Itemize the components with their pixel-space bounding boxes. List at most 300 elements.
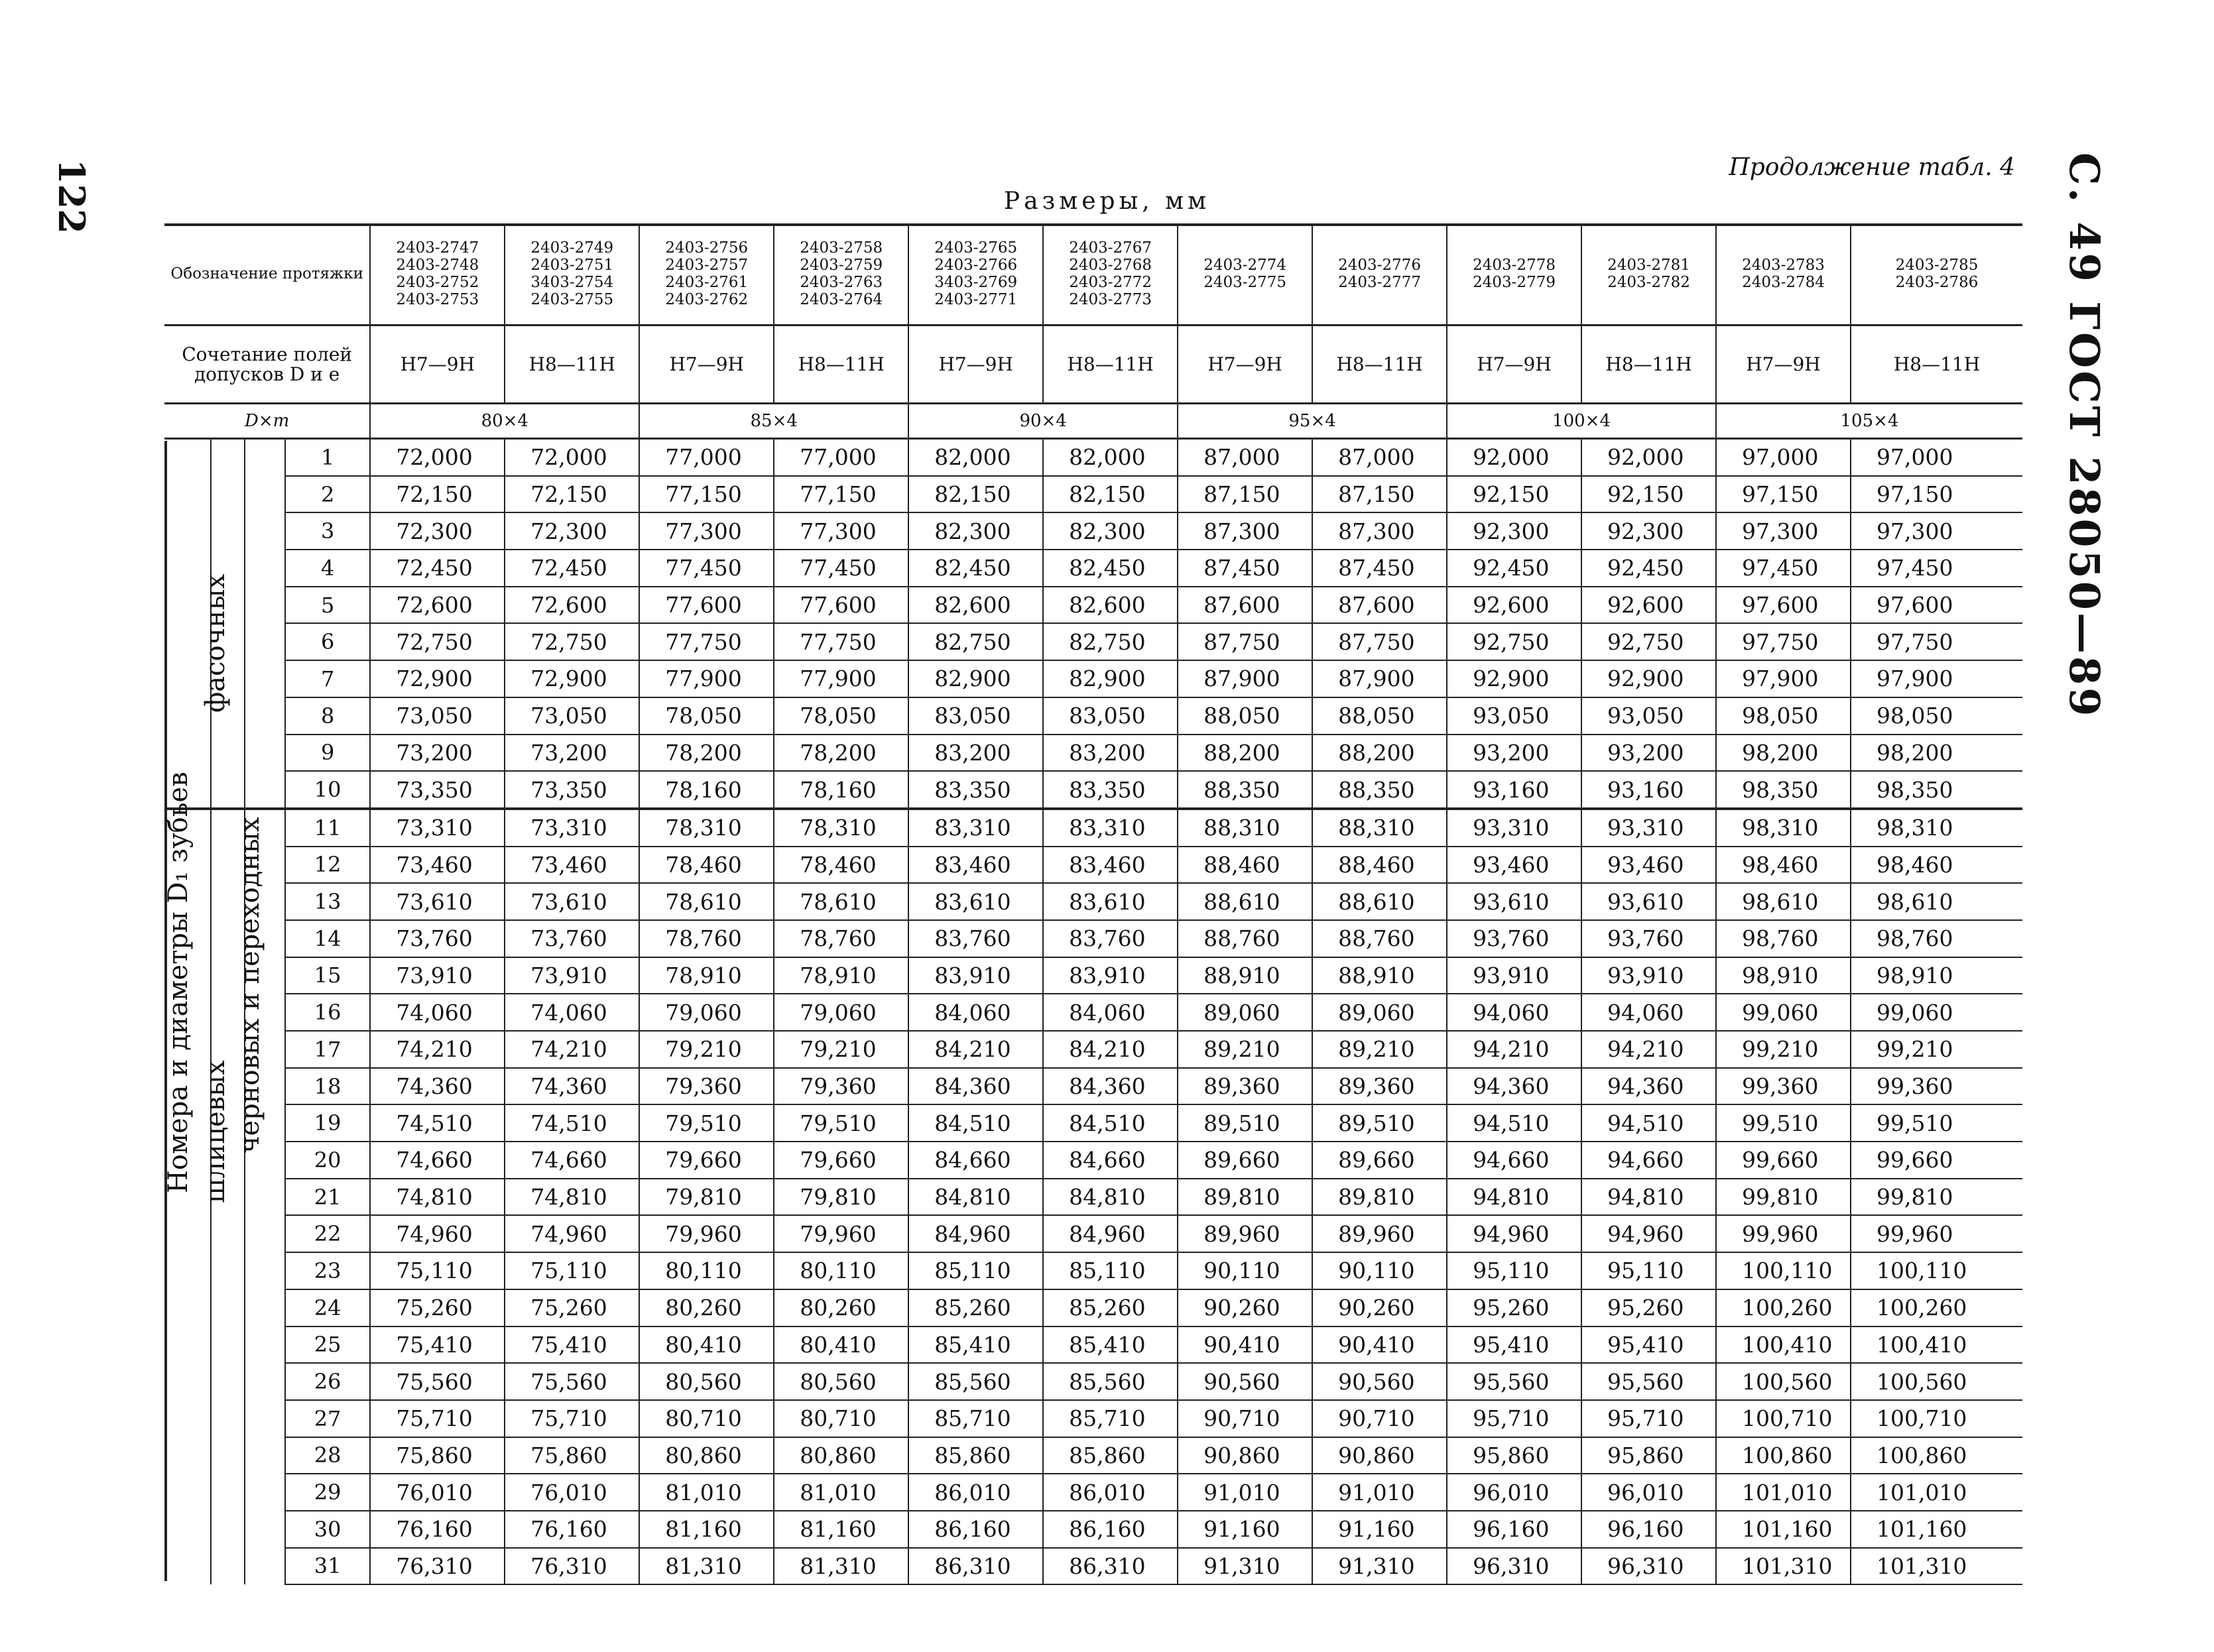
diameter-value: 93,160 xyxy=(1581,771,1716,809)
diameter-value: 89,060 xyxy=(1178,994,1312,1031)
diameter-value: 74,810 xyxy=(505,1179,639,1216)
side-spacer xyxy=(164,1400,211,1437)
diameter-value: 72,900 xyxy=(370,660,505,697)
table-row xyxy=(164,994,2022,1031)
tooth-number: 21 xyxy=(285,1179,370,1216)
broach-code: 2403-2783 xyxy=(1742,257,1825,274)
diameter-value: 78,200 xyxy=(639,735,774,772)
diameter-value: 87,150 xyxy=(1312,476,1447,513)
diameter-value: 101,010 xyxy=(1716,1474,1851,1511)
diameter-value: 86,010 xyxy=(908,1474,1043,1511)
diameter-value: 84,510 xyxy=(908,1104,1043,1142)
broach-code: 2403-2758 xyxy=(800,239,883,257)
diameter-value: 91,010 xyxy=(1312,1474,1447,1511)
diameter-value: 80,260 xyxy=(639,1289,774,1327)
diameter-value: 78,760 xyxy=(774,920,908,957)
diameter-value: 74,360 xyxy=(370,1068,505,1105)
diameter-value: 76,310 xyxy=(370,1548,505,1585)
tolerance-cell: H7—9H xyxy=(1447,325,1581,404)
diameter-value: 99,060 xyxy=(1716,994,1851,1031)
diameter-value: 86,160 xyxy=(908,1511,1043,1548)
table-row xyxy=(164,1215,2022,1252)
diameter-value: 72,300 xyxy=(505,512,639,550)
diameter-value: 89,210 xyxy=(1178,1031,1312,1068)
tooth-number: 10 xyxy=(285,771,370,809)
diameter-value: 82,600 xyxy=(908,587,1043,624)
diameter-value: 93,310 xyxy=(1447,809,1581,847)
tolerance-cell: H8—11H xyxy=(1581,325,1716,404)
broach-code: 2403-2749 xyxy=(530,239,614,257)
diameter-value: 72,600 xyxy=(370,587,505,624)
table-row xyxy=(164,476,2022,513)
diameter-value: 80,710 xyxy=(639,1400,774,1437)
diameter-value: 83,460 xyxy=(1043,847,1178,884)
table-continuation-note: Продолжение табл. 4 xyxy=(1729,154,2015,181)
diameter-value: 74,960 xyxy=(370,1215,505,1252)
diameter-value: 84,210 xyxy=(1043,1031,1178,1068)
diameter-value: 100,710 xyxy=(1851,1400,2022,1437)
diameter-value: 94,210 xyxy=(1581,1031,1716,1068)
side-spacer xyxy=(245,550,285,587)
broach-code: 2403-2748 xyxy=(396,257,479,274)
diameter-value: 95,110 xyxy=(1581,1252,1716,1289)
diameter-value: 98,310 xyxy=(1851,809,2022,847)
column-codes xyxy=(1312,223,1447,325)
diameter-value: 80,110 xyxy=(774,1252,908,1289)
diameter-value: 80,860 xyxy=(639,1437,774,1474)
side-spacer xyxy=(245,1474,285,1511)
side-spacer xyxy=(245,1511,285,1548)
diameter-value: 79,510 xyxy=(774,1104,908,1142)
diameter-value: 92,900 xyxy=(1447,660,1581,697)
diameter-value: 84,060 xyxy=(1043,994,1178,1031)
diameter-value: 73,310 xyxy=(505,809,639,847)
sizes-title: Размеры, мм xyxy=(1003,188,1211,215)
diameter-value: 77,150 xyxy=(774,476,908,513)
tooth-number: 25 xyxy=(285,1327,370,1364)
broach-code: 2403-2768 xyxy=(1069,257,1152,274)
side-spacer xyxy=(211,439,245,476)
diameter-value: 77,450 xyxy=(774,550,908,587)
tooth-number: 13 xyxy=(285,883,370,920)
diameter-value: 95,410 xyxy=(1447,1327,1581,1364)
side-spacer xyxy=(245,735,285,772)
diameter-value: 86,160 xyxy=(1043,1511,1178,1548)
side-spacer xyxy=(164,512,211,550)
diameter-value: 81,310 xyxy=(639,1548,774,1585)
diameter-value: 73,200 xyxy=(505,735,639,772)
diameter-value: 78,460 xyxy=(639,847,774,884)
diameter-value: 83,200 xyxy=(908,735,1043,772)
diameter-value: 89,510 xyxy=(1178,1104,1312,1142)
broach-code: 2403-2752 xyxy=(396,274,479,291)
broach-code: 2403-2762 xyxy=(665,291,749,308)
diameter-value: 99,810 xyxy=(1851,1179,2022,1216)
diameter-value: 81,160 xyxy=(774,1511,908,1548)
diameter-value: 74,660 xyxy=(505,1142,639,1179)
diameter-value: 79,360 xyxy=(639,1068,774,1105)
diameter-value: 78,610 xyxy=(774,883,908,920)
diameter-value: 77,600 xyxy=(774,587,908,624)
tooth-number: 3 xyxy=(285,512,370,550)
diameter-value: 82,900 xyxy=(908,660,1043,697)
diameter-value: 97,150 xyxy=(1851,476,2022,513)
diameter-value: 87,450 xyxy=(1178,550,1312,587)
diameter-value: 88,460 xyxy=(1178,847,1312,884)
tolerance-cell: H8—11H xyxy=(1851,325,2022,404)
table-row xyxy=(164,771,2022,809)
diameter-value: 79,060 xyxy=(639,994,774,1031)
tolerance-cell: H8—11H xyxy=(505,325,639,404)
diameter-value: 79,660 xyxy=(639,1142,774,1179)
tooth-number: 23 xyxy=(285,1252,370,1289)
tooth-number: 5 xyxy=(285,587,370,624)
side-spacer xyxy=(211,512,245,550)
diameter-value: 72,000 xyxy=(370,439,505,476)
table-row xyxy=(164,1437,2022,1474)
diameter-value: 98,910 xyxy=(1716,957,1851,994)
diameter-value: 85,260 xyxy=(908,1289,1043,1327)
diameter-value: 94,360 xyxy=(1447,1068,1581,1105)
diameter-value: 73,610 xyxy=(505,883,639,920)
diameter-value: 87,750 xyxy=(1178,623,1312,660)
diameter-value: 88,910 xyxy=(1312,957,1447,994)
side-spacer xyxy=(211,771,245,809)
diameter-value: 90,110 xyxy=(1312,1252,1447,1289)
diameter-value: 92,750 xyxy=(1447,623,1581,660)
tooth-number: 18 xyxy=(285,1068,370,1105)
side-spacer xyxy=(211,1548,245,1585)
diameter-value: 97,450 xyxy=(1716,550,1851,587)
side-spacer xyxy=(245,1548,285,1585)
broach-code: 2403-2778 xyxy=(1473,257,1556,274)
diameter-value: 99,510 xyxy=(1716,1104,1851,1142)
page-number: 122 xyxy=(50,159,93,234)
diameter-value: 79,810 xyxy=(639,1179,774,1216)
broach-code: 2403-2763 xyxy=(800,274,883,291)
diameter-value: 82,150 xyxy=(908,476,1043,513)
diameter-value: 82,750 xyxy=(908,623,1043,660)
diameter-value: 89,960 xyxy=(1312,1215,1447,1252)
diameter-value: 87,600 xyxy=(1312,587,1447,624)
diameter-value: 89,510 xyxy=(1312,1104,1447,1142)
table-row xyxy=(164,1548,2022,1585)
diameter-value: 74,660 xyxy=(370,1142,505,1179)
tolerance-cell: H7—9H xyxy=(1716,325,1851,404)
diameter-value: 81,010 xyxy=(774,1474,908,1511)
diameter-value: 95,560 xyxy=(1581,1363,1716,1400)
side-spacer xyxy=(245,1327,285,1364)
diameter-value: 93,610 xyxy=(1447,883,1581,920)
tooth-number: 7 xyxy=(285,660,370,697)
table-row xyxy=(164,1068,2022,1105)
broach-code: 3403-2754 xyxy=(530,274,614,291)
table-row xyxy=(164,512,2022,550)
tooth-number: 20 xyxy=(285,1142,370,1179)
side-spacer xyxy=(245,623,285,660)
diameter-value: 94,060 xyxy=(1447,994,1581,1031)
diameter-value: 97,000 xyxy=(1851,439,2022,476)
diameter-value: 83,910 xyxy=(908,957,1043,994)
diameter-value: 96,310 xyxy=(1581,1548,1716,1585)
diameter-value: 77,750 xyxy=(774,623,908,660)
diameter-value: 80,260 xyxy=(774,1289,908,1327)
diameter-value: 79,960 xyxy=(774,1215,908,1252)
diameter-value: 85,410 xyxy=(1043,1327,1178,1364)
diameter-value: 95,260 xyxy=(1447,1289,1581,1327)
diameter-value: 78,310 xyxy=(774,809,908,847)
diameter-value: 75,860 xyxy=(505,1437,639,1474)
diameter-value: 97,600 xyxy=(1851,587,2022,624)
diameter-value: 80,410 xyxy=(774,1327,908,1364)
dm-group-cell: 80×4 xyxy=(370,404,639,439)
diameter-value: 80,410 xyxy=(639,1327,774,1364)
diameter-value: 84,360 xyxy=(1043,1068,1178,1105)
broach-code: 2403-2765 xyxy=(934,239,1018,257)
diameter-value: 76,160 xyxy=(370,1511,505,1548)
diameter-value: 94,660 xyxy=(1447,1142,1581,1179)
diameter-value: 75,110 xyxy=(505,1252,639,1289)
diameter-value: 95,560 xyxy=(1447,1363,1581,1400)
diameter-value: 98,050 xyxy=(1851,697,2022,735)
dm-group-cell: 100×4 xyxy=(1447,404,1716,439)
diameter-value: 101,310 xyxy=(1851,1548,2022,1585)
diameter-value: 94,810 xyxy=(1447,1179,1581,1216)
diameter-value: 84,810 xyxy=(908,1179,1043,1216)
diameter-value: 75,860 xyxy=(370,1437,505,1474)
broach-code: 2403-2781 xyxy=(1607,257,1690,274)
table-row xyxy=(164,847,2022,884)
diameter-value: 74,060 xyxy=(505,994,639,1031)
side-label-splined: шлицевых xyxy=(200,1060,231,1203)
diameter-value: 100,260 xyxy=(1851,1289,2022,1327)
diameter-value: 98,760 xyxy=(1716,920,1851,957)
diameter-value: 73,310 xyxy=(370,809,505,847)
diameter-value: 99,660 xyxy=(1851,1142,2022,1179)
diameter-value: 73,610 xyxy=(370,883,505,920)
column-codes xyxy=(370,223,505,325)
diameter-value: 93,460 xyxy=(1447,847,1581,884)
diameter-value: 83,050 xyxy=(1043,697,1178,735)
diameter-value: 99,960 xyxy=(1716,1215,1851,1252)
diameter-value: 72,300 xyxy=(370,512,505,550)
diameter-value: 91,160 xyxy=(1178,1511,1312,1548)
diameter-value: 101,010 xyxy=(1851,1474,2022,1511)
diameter-value: 94,060 xyxy=(1581,994,1716,1031)
column-codes xyxy=(1581,223,1716,325)
diameter-value: 78,050 xyxy=(774,697,908,735)
diameter-value: 83,200 xyxy=(1043,735,1178,772)
diameter-value: 92,750 xyxy=(1581,623,1716,660)
diameter-value: 84,060 xyxy=(908,994,1043,1031)
side-label-main: Номера и диаметры D₁ зубьев xyxy=(163,772,194,1193)
diameter-value: 74,060 xyxy=(370,994,505,1031)
broach-code: 2403-2759 xyxy=(800,257,883,274)
diameter-value: 94,810 xyxy=(1581,1179,1716,1216)
diameter-value: 95,710 xyxy=(1581,1400,1716,1437)
broach-code: 2403-2747 xyxy=(396,239,479,257)
diameter-value: 78,760 xyxy=(639,920,774,957)
diameter-value: 96,310 xyxy=(1447,1548,1581,1585)
diameter-value: 100,410 xyxy=(1716,1327,1851,1364)
column-codes xyxy=(774,223,908,325)
tooth-number: 2 xyxy=(285,476,370,513)
side-spacer xyxy=(245,1215,285,1252)
tolerance-cell: H8—11H xyxy=(1043,325,1178,404)
diameter-value: 90,860 xyxy=(1312,1437,1447,1474)
diameter-value: 101,310 xyxy=(1716,1548,1851,1585)
diameter-value: 82,150 xyxy=(1043,476,1178,513)
tolerance-cell: H8—11H xyxy=(774,325,908,404)
diameter-value: 85,860 xyxy=(908,1437,1043,1474)
header-tolerance-row xyxy=(164,325,2022,404)
side-spacer xyxy=(245,476,285,513)
diameter-value: 100,710 xyxy=(1716,1400,1851,1437)
diameter-value: 80,560 xyxy=(774,1363,908,1400)
diameter-value: 74,210 xyxy=(370,1031,505,1068)
diameter-value: 87,300 xyxy=(1312,512,1447,550)
diameter-value: 98,200 xyxy=(1716,735,1851,772)
tooth-number: 16 xyxy=(285,994,370,1031)
diameter-value: 78,200 xyxy=(774,735,908,772)
diameter-value: 93,760 xyxy=(1581,920,1716,957)
diameter-value: 83,350 xyxy=(1043,771,1178,809)
diameter-value: 89,210 xyxy=(1312,1031,1447,1068)
diameter-value: 99,360 xyxy=(1716,1068,1851,1105)
header-dm-row xyxy=(164,404,2022,439)
table-row xyxy=(164,809,2022,847)
broach-code: 2403-2784 xyxy=(1742,274,1825,291)
diameter-value: 85,560 xyxy=(908,1363,1043,1400)
diameter-value: 87,900 xyxy=(1312,660,1447,697)
tooth-number: 4 xyxy=(285,550,370,587)
diameter-value: 82,600 xyxy=(1043,587,1178,624)
side-spacer xyxy=(164,1548,211,1585)
diameter-value: 97,600 xyxy=(1716,587,1851,624)
diameter-value: 83,310 xyxy=(908,809,1043,847)
diameter-value: 100,260 xyxy=(1716,1289,1851,1327)
diameter-value: 92,000 xyxy=(1447,439,1581,476)
diameter-value: 94,510 xyxy=(1581,1104,1716,1142)
diameter-value: 79,360 xyxy=(774,1068,908,1105)
diameter-value: 97,300 xyxy=(1716,512,1851,550)
side-spacer xyxy=(164,1252,211,1289)
side-spacer xyxy=(245,439,285,476)
diameter-value: 84,960 xyxy=(908,1215,1043,1252)
diameter-value: 73,200 xyxy=(370,735,505,772)
diameter-value: 85,860 xyxy=(1043,1437,1178,1474)
column-codes xyxy=(1716,223,1851,325)
diameter-value: 87,450 xyxy=(1312,550,1447,587)
table-row xyxy=(164,1327,2022,1364)
diameter-value: 84,210 xyxy=(908,1031,1043,1068)
diameter-value: 88,610 xyxy=(1312,883,1447,920)
diameter-value: 82,750 xyxy=(1043,623,1178,660)
tolerance-cell: H7—9H xyxy=(1178,325,1312,404)
diameter-value: 99,060 xyxy=(1851,994,2022,1031)
table-row xyxy=(164,1179,2022,1216)
diameter-value: 83,460 xyxy=(908,847,1043,884)
diameter-value: 78,460 xyxy=(774,847,908,884)
side-spacer xyxy=(164,1215,211,1252)
diameter-value: 83,610 xyxy=(1043,883,1178,920)
tooth-number: 6 xyxy=(285,623,370,660)
diameter-value: 87,150 xyxy=(1178,476,1312,513)
diameter-value: 101,160 xyxy=(1716,1511,1851,1548)
diameter-value: 93,050 xyxy=(1581,697,1716,735)
diameter-value: 72,450 xyxy=(370,550,505,587)
broach-code: 2403-2772 xyxy=(1069,274,1152,291)
diameter-value: 73,350 xyxy=(505,771,639,809)
diameter-value: 95,260 xyxy=(1581,1289,1716,1327)
diameter-value: 85,110 xyxy=(908,1252,1043,1289)
diameter-value: 99,810 xyxy=(1716,1179,1851,1216)
diameter-value: 80,560 xyxy=(639,1363,774,1400)
tooth-number: 12 xyxy=(285,847,370,884)
diameter-value: 97,750 xyxy=(1716,623,1851,660)
diameter-value: 93,760 xyxy=(1447,920,1581,957)
diameter-value: 75,260 xyxy=(505,1289,639,1327)
diameter-value: 95,410 xyxy=(1581,1327,1716,1364)
diameter-value: 91,310 xyxy=(1312,1548,1447,1585)
broach-code: 2403-2786 xyxy=(1895,274,1979,291)
diameter-value: 89,810 xyxy=(1312,1179,1447,1216)
table-row xyxy=(164,587,2022,624)
diameter-value: 89,960 xyxy=(1178,1215,1312,1252)
diameter-value: 73,050 xyxy=(370,697,505,735)
side-spacer xyxy=(164,1289,211,1327)
diameter-value: 93,910 xyxy=(1447,957,1581,994)
tooth-number: 19 xyxy=(285,1104,370,1142)
diameter-value: 72,750 xyxy=(505,623,639,660)
side-spacer xyxy=(245,1437,285,1474)
column-codes xyxy=(1447,223,1581,325)
diameter-value: 72,150 xyxy=(505,476,639,513)
tooth-number: 17 xyxy=(285,1031,370,1068)
diameter-value: 90,560 xyxy=(1312,1363,1447,1400)
diameter-value: 92,150 xyxy=(1581,476,1716,513)
diameter-value: 79,660 xyxy=(774,1142,908,1179)
diameter-value: 95,710 xyxy=(1447,1400,1581,1437)
diameter-value: 75,560 xyxy=(505,1363,639,1400)
diameter-value: 98,760 xyxy=(1851,920,2022,957)
diameter-value: 87,000 xyxy=(1312,439,1447,476)
diameter-value: 94,960 xyxy=(1447,1215,1581,1252)
side-spacer xyxy=(245,1363,285,1400)
diameter-value: 83,310 xyxy=(1043,809,1178,847)
diameter-value: 84,660 xyxy=(908,1142,1043,1179)
diameter-value: 94,360 xyxy=(1581,1068,1716,1105)
diameter-value: 76,160 xyxy=(505,1511,639,1548)
dm-group-cell: 85×4 xyxy=(639,404,908,439)
diameter-value: 93,200 xyxy=(1581,735,1716,772)
diameter-value: 98,910 xyxy=(1851,957,2022,994)
broach-code: 2403-2779 xyxy=(1473,274,1556,291)
diameter-value: 75,410 xyxy=(370,1327,505,1364)
diameter-value: 75,110 xyxy=(370,1252,505,1289)
diameter-value: 101,160 xyxy=(1851,1511,2022,1548)
designation-label: Обозначение протяжки xyxy=(170,265,363,282)
diameter-value: 98,610 xyxy=(1716,883,1851,920)
diameter-value: 81,010 xyxy=(639,1474,774,1511)
diameter-value: 96,160 xyxy=(1581,1511,1716,1548)
diameter-value: 75,560 xyxy=(370,1363,505,1400)
diameter-value: 88,050 xyxy=(1178,697,1312,735)
diameter-value: 98,610 xyxy=(1851,883,2022,920)
diameter-value: 87,600 xyxy=(1178,587,1312,624)
column-codes xyxy=(639,223,774,325)
diameter-value: 99,210 xyxy=(1851,1031,2022,1068)
